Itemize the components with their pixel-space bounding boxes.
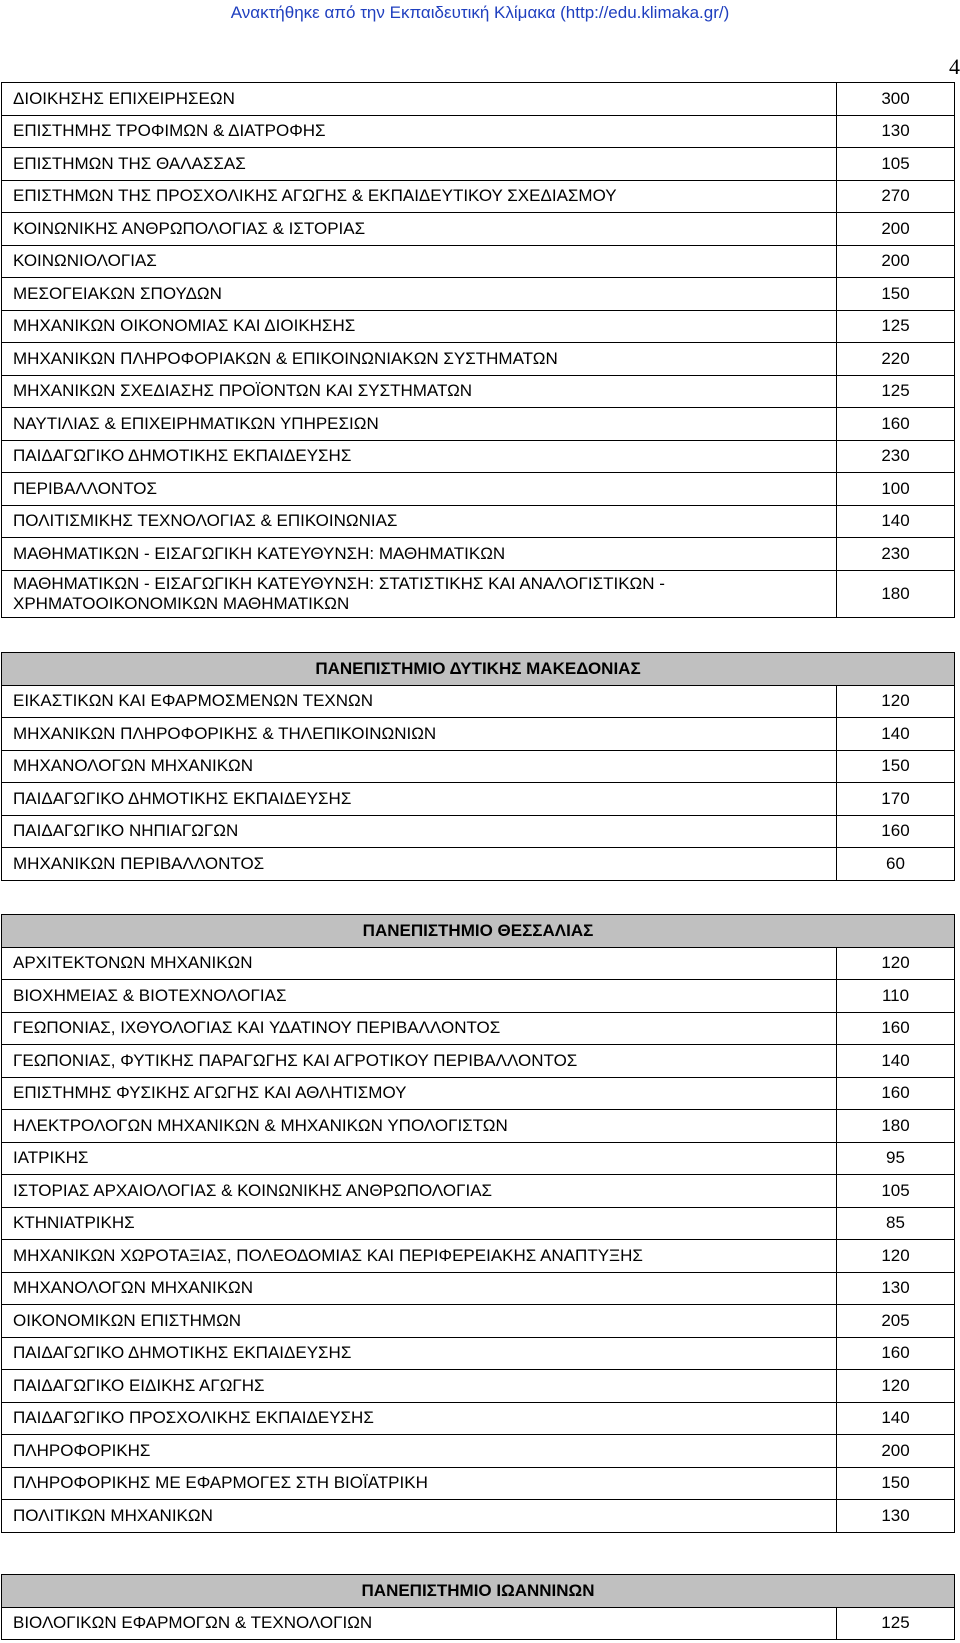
university-table-thessaly: [1, 914, 955, 1533]
table-row: [2, 1337, 955, 1370]
department-value: 270: [837, 180, 955, 213]
table-row: [2, 718, 955, 751]
table-row: [2, 473, 955, 506]
department-value: 130: [837, 1500, 955, 1533]
department-value: 160: [837, 1012, 955, 1045]
table-row: [2, 245, 955, 278]
department-name: ΠΑΙΔΑΓΩΓΙΚΟ ΔΗΜΟΤΙΚΗΣ ΕΚΠΑΙΔΕΥΣΗΣ: [2, 440, 837, 473]
department-name: ΠΑΙΔΑΓΩΓΙΚΟ ΔΗΜΟΤΙΚΗΣ ΕΚΠΑΙΔΕΥΣΗΣ: [2, 783, 837, 816]
department-name: ΜΑΘΗΜΑΤΙΚΩΝ - ΕΙΣΑΓΩΓΙΚΗ ΚΑΤΕΥΘΥΝΣΗ: ΜΑΘΗΜΑΤΙΚΩΝ: [2, 538, 837, 571]
department-value: 125: [837, 310, 955, 343]
table-row: [2, 848, 955, 881]
department-name: ΚΤΗΝΙΑΤΡΙΚΗΣ: [2, 1207, 837, 1240]
department-value: 140: [837, 1402, 955, 1435]
university-title-row: [2, 653, 955, 686]
table-row: [2, 1142, 955, 1175]
university-title: ΠΑΝΕΠΙΣΤΗΜΙΟ ΘΕΣΣΑΛΙΑΣ: [2, 915, 955, 948]
department-name: ΕΠΙΣΤΗΜΩΝ ΤΗΣ ΠΡΟΣΧΟΛΙΚΗΣ ΑΓΩΓΗΣ & ΕΚΠΑΙΔΕΥΤΙΚΟΥ ΣΧΕΔΙΑΣΜΟΥ: [2, 180, 837, 213]
department-name: ΠΑΙΔΑΓΩΓΙΚΟ ΕΙΔΙΚΗΣ ΑΓΩΓΗΣ: [2, 1370, 837, 1403]
department-name: ΙΣΤΟΡΙΑΣ ΑΡΧΑΙΟΛΟΓΙΑΣ & ΚΟΙΝΩΝΙΚΗΣ ΑΝΘΡΩΠΟΛΟΓΙΑΣ: [2, 1175, 837, 1208]
table-row: [2, 1240, 955, 1273]
department-name: ΠΑΙΔΑΓΩΓΙΚΟ ΔΗΜΟΤΙΚΗΣ ΕΚΠΑΙΔΕΥΣΗΣ: [2, 1337, 837, 1370]
department-name: ΠΕΡΙΒΑΛΛΟΝΤΟΣ: [2, 473, 837, 506]
department-value: 230: [837, 440, 955, 473]
department-name: ΚΟΙΝΩΝΙΚΗΣ ΑΝΘΡΩΠΟΛΟΓΙΑΣ & ΙΣΤΟΡΙΑΣ: [2, 213, 837, 246]
table-row: [2, 375, 955, 408]
table-row: [2, 343, 955, 376]
department-value: 120: [836, 685, 954, 718]
university-title-row: [2, 915, 955, 948]
table-row: [2, 505, 955, 538]
department-name: ΜΗΧΑΝΟΛΟΓΩΝ ΜΗΧΑΝΙΚΩΝ: [2, 750, 837, 783]
department-name: ΠΛΗΡΟΦΟΡΙΚΗΣ ΜΕ ΕΦΑΡΜΟΓΕΣ ΣΤΗ ΒΙΟΪΑΤΡΙΚΗ: [2, 1467, 837, 1500]
department-name: ΝΑΥΤΙΛΙΑΣ & ΕΠΙΧΕΙΡΗΜΑΤΙΚΩΝ ΥΠΗΡΕΣΙΩΝ: [2, 408, 837, 441]
table-row: [2, 1402, 955, 1435]
department-value: 110: [837, 980, 955, 1013]
department-name: ΕΠΙΣΤΗΜΩΝ ΤΗΣ ΘΑΛΑΣΣΑΣ: [2, 148, 837, 181]
table-row: [2, 1305, 955, 1338]
department-value: 200: [837, 1435, 955, 1468]
department-value: 120: [837, 947, 955, 980]
table-row: [2, 278, 955, 311]
department-value: 180: [837, 570, 955, 617]
department-value: 180: [837, 1110, 955, 1143]
table-row: [2, 1500, 955, 1533]
department-value: 140: [837, 1045, 955, 1078]
department-value: 105: [837, 1175, 955, 1208]
department-value: 170: [836, 783, 954, 816]
department-name: ΕΙΚΑΣΤΙΚΩΝ ΚΑΙ ΕΦΑΡΜΟΣΜΕΝΩΝ ΤΕΧΝΩΝ: [2, 685, 837, 718]
department-name: ΠΛΗΡΟΦΟΡΙΚΗΣ: [2, 1435, 837, 1468]
department-value: 160: [837, 1337, 955, 1370]
department-value: 130: [837, 1272, 955, 1305]
department-value: 205: [837, 1305, 955, 1338]
department-value: 100: [837, 473, 955, 506]
table-row: [2, 148, 955, 181]
department-value: 140: [837, 505, 955, 538]
department-value: 105: [837, 148, 955, 181]
department-name: ΗΛΕΚΤΡΟΛΟΓΩΝ ΜΗΧΑΝΙΚΩΝ & ΜΗΧΑΝΙΚΩΝ ΥΠΟΛΟΓΙΣΤΩΝ: [2, 1110, 837, 1143]
table-row: [2, 750, 955, 783]
university-table-western-macedonia: [1, 652, 955, 881]
table-row: [2, 310, 955, 343]
department-value: 120: [837, 1240, 955, 1273]
department-value: 125: [837, 375, 955, 408]
table-row: [2, 83, 955, 116]
table-row: [2, 180, 955, 213]
department-name: ΟΙΚΟΝΟΜΙΚΩΝ ΕΠΙΣΤΗΜΩΝ: [2, 1305, 837, 1338]
department-name: ΠΑΙΔΑΓΩΓΙΚΟ ΠΡΟΣΧΟΛΙΚΗΣ ΕΚΠΑΙΔΕΥΣΗΣ: [2, 1402, 837, 1435]
department-name: ΚΟΙΝΩΝΙΟΛΟΓΙΑΣ: [2, 245, 837, 278]
department-name: ΜΗΧΑΝΙΚΩΝ ΧΩΡΟΤΑΞΙΑΣ, ΠΟΛΕΟΔΟΜΙΑΣ ΚΑΙ ΠΕΡΙΦΕΡΕΙΑΚΗΣ ΑΝΑΠΤΥΞΗΣ: [2, 1240, 837, 1273]
table-row: [2, 1175, 955, 1208]
department-name: ΕΠΙΣΤΗΜΗΣ ΦΥΣΙΚΗΣ ΑΓΩΓΗΣ ΚΑΙ ΑΘΛΗΤΙΣΜΟΥ: [2, 1077, 837, 1110]
table-row: [2, 538, 955, 571]
department-name: ΕΠΙΣΤΗΜΗΣ ΤΡΟΦΙΜΩΝ & ΔΙΑΤΡΟΦΗΣ: [2, 115, 837, 148]
department-name: ΜΕΣΟΓΕΙΑΚΩΝ ΣΠΟΥΔΩΝ: [2, 278, 837, 311]
department-value: 60: [836, 848, 954, 881]
university-title: ΠΑΝΕΠΙΣΤΗΜΙΟ ΙΩΑΝΝΙΝΩΝ: [2, 1575, 955, 1608]
department-name: ΠΑΙΔΑΓΩΓΙΚΟ ΝΗΠΙΑΓΩΓΩΝ: [2, 815, 837, 848]
department-name: ΜΗΧΑΝΟΛΟΓΩΝ ΜΗΧΑΝΙΚΩΝ: [2, 1272, 837, 1305]
table-row: [2, 1607, 955, 1640]
department-value: 160: [836, 815, 954, 848]
department-value: 300: [837, 83, 955, 116]
table-row: [2, 783, 955, 816]
department-name: ΠΟΛΙΤΙΣΜΙΚΗΣ ΤΕΧΝΟΛΟΓΙΑΣ & ΕΠΙΚΟΙΝΩΝΙΑΣ: [2, 505, 837, 538]
table-row: [2, 570, 955, 617]
table-row: [2, 408, 955, 441]
department-name: ΜΗΧΑΝΙΚΩΝ ΟΙΚΟΝΟΜΙΑΣ ΚΑΙ ΔΙΟΙΚΗΣΗΣ: [2, 310, 837, 343]
department-value: 120: [837, 1370, 955, 1403]
department-value: 200: [837, 245, 955, 278]
table-row: [2, 1467, 955, 1500]
department-value: 130: [837, 115, 955, 148]
department-name: ΓΕΩΠΟΝΙΑΣ, ΙΧΘΥΟΛΟΓΙΑΣ ΚΑΙ ΥΔΑΤΙΝΟΥ ΠΕΡΙΒΑΛΛΟΝΤΟΣ: [2, 1012, 837, 1045]
department-value: 160: [837, 1077, 955, 1110]
table-row: [2, 1272, 955, 1305]
table-row: [2, 685, 955, 718]
table-row: [2, 1110, 955, 1143]
department-value: 95: [837, 1142, 955, 1175]
table-row: [2, 440, 955, 473]
department-name: ΜΑΘΗΜΑΤΙΚΩΝ - ΕΙΣΑΓΩΓΙΚΗ ΚΑΤΕΥΘΥΝΣΗ: ΣΤΑΤΙΣΤΙΚΗΣ ΚΑΙ ΑΝΑΛΟΓΙΣΤΙΚΩΝ - ΧΡΗΜΑΤΟΟΙΚΟΝΟΜΙΚΩΝ ΜΑΘΗΜΑΤΙΚΩΝ: [2, 570, 837, 617]
university-title: ΠΑΝΕΠΙΣΤΗΜΙΟ ΔΥΤΙΚΗΣ ΜΑΚΕΔΟΝΙΑΣ: [2, 653, 955, 686]
page-number: 4: [949, 54, 960, 79]
source-header: Ανακτήθηκε από την Εκπαιδευτική Κλίμακα (http://edu.klimaka.gr/): [230, 3, 730, 22]
department-value: 230: [837, 538, 955, 571]
table-row: [2, 815, 955, 848]
department-name: ΒΙΟΧΗΜΕΙΑΣ & ΒΙΟΤΕΧΝΟΛΟΓΙΑΣ: [2, 980, 837, 1013]
table-row: [2, 1012, 955, 1045]
table-row: [2, 980, 955, 1013]
department-name: ΠΟΛΙΤΙΚΩΝ ΜΗΧΑΝΙΚΩΝ: [2, 1500, 837, 1533]
university-table-ioannina: [1, 1574, 955, 1640]
department-value: 160: [837, 408, 955, 441]
department-value: 85: [837, 1207, 955, 1240]
department-name: ΑΡΧΙΤΕΚΤΟΝΩΝ ΜΗΧΑΝΙΚΩΝ: [2, 947, 837, 980]
table-row: [2, 1435, 955, 1468]
departments-table-continued: [1, 82, 955, 618]
table-row: [2, 1207, 955, 1240]
department-value: 150: [836, 750, 954, 783]
department-name: ΜΗΧΑΝΙΚΩΝ ΣΧΕΔΙΑΣΗΣ ΠΡΟΪΟΝΤΩΝ ΚΑΙ ΣΥΣΤΗΜΑΤΩΝ: [2, 375, 837, 408]
department-name: ΓΕΩΠΟΝΙΑΣ, ΦΥΤΙΚΗΣ ΠΑΡΑΓΩΓΗΣ ΚΑΙ ΑΓΡΟΤΙΚΟΥ ΠΕΡΙΒΑΛΛΟΝΤΟΣ: [2, 1045, 837, 1078]
department-value: 220: [837, 343, 955, 376]
department-name: ΙΑΤΡΙΚΗΣ: [2, 1142, 837, 1175]
department-value: 140: [836, 718, 954, 751]
table-row: [2, 1045, 955, 1078]
department-name: ΜΗΧΑΝΙΚΩΝ ΠΕΡΙΒΑΛΛΟΝΤΟΣ: [2, 848, 837, 881]
department-value: 200: [837, 213, 955, 246]
university-title-row: [2, 1575, 955, 1608]
table-row: [2, 1370, 955, 1403]
department-name: ΜΗΧΑΝΙΚΩΝ ΠΛΗΡΟΦΟΡΙΚΗΣ & ΤΗΛΕΠΙΚΟΙΝΩΝΙΩΝ: [2, 718, 837, 751]
department-value: 150: [837, 1467, 955, 1500]
table-row: [2, 1077, 955, 1110]
department-value: 150: [837, 278, 955, 311]
department-name: ΜΗΧΑΝΙΚΩΝ ΠΛΗΡΟΦΟΡΙΑΚΩΝ & ΕΠΙΚΟΙΝΩΝΙΑΚΩΝ ΣΥΣΤΗΜΑΤΩΝ: [2, 343, 837, 376]
department-value: 125: [836, 1607, 954, 1640]
department-name: ΔΙΟΙΚΗΣΗΣ ΕΠΙΧΕΙΡΗΣΕΩΝ: [2, 83, 837, 116]
table-row: [2, 115, 955, 148]
department-name: ΒΙΟΛΟΓΙΚΩΝ ΕΦΑΡΜΟΓΩΝ & ΤΕΧΝΟΛΟΓΙΩΝ: [2, 1607, 837, 1640]
table-row: [2, 213, 955, 246]
table-row: [2, 947, 955, 980]
